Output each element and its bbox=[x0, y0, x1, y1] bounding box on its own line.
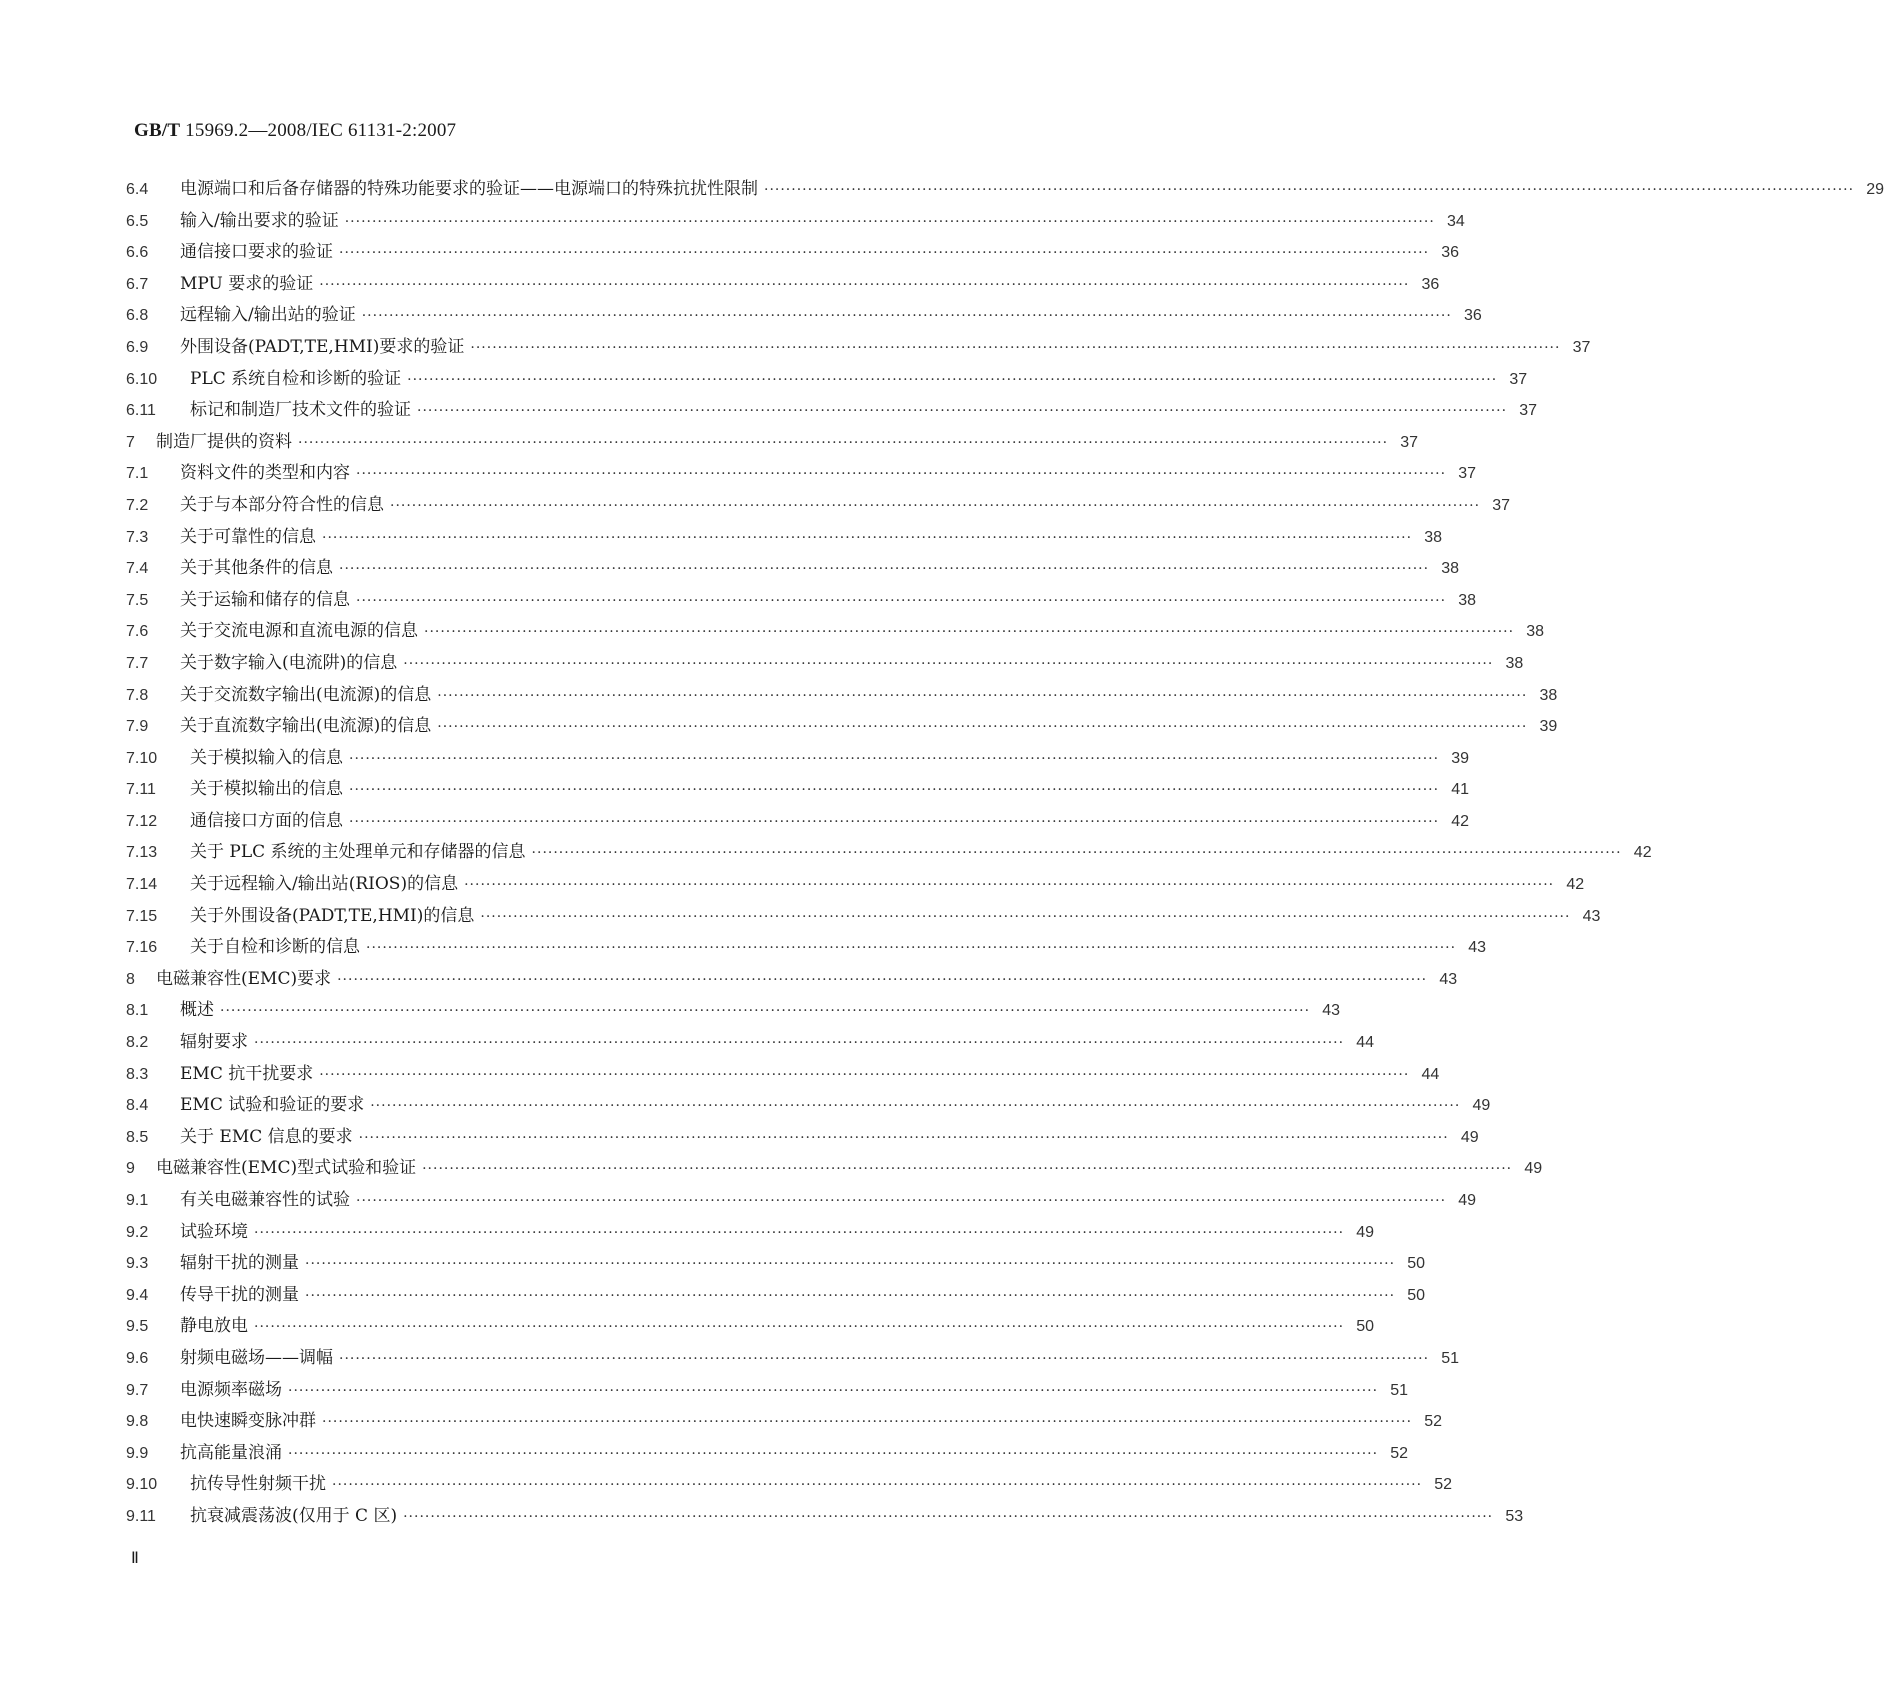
toc-entry-number: 6.4 bbox=[126, 181, 149, 198]
toc-entry-title: 制造厂提供的资料 bbox=[156, 431, 292, 452]
toc-entry-title: 关于 EMC 信息的要求 bbox=[180, 1126, 353, 1147]
toc-leader-dots: ········································································································································································································ bbox=[464, 877, 1555, 894]
toc-entry-number: 9.10 bbox=[126, 1476, 158, 1494]
toc-entry-title: 关于远程输入/输出站(RIOS)的信息 bbox=[190, 874, 459, 895]
toc-entry-title: 关于外围设备(PADT,TE,HMI)的信息 bbox=[190, 905, 475, 926]
toc-entry[interactable] bbox=[126, 743, 1470, 775]
toc-entry-page: 37 bbox=[1400, 433, 1419, 451]
toc-entry-page: 41 bbox=[1451, 781, 1470, 799]
toc-entry[interactable] bbox=[126, 427, 1419, 459]
toc-entry-title: 关于交流电源和直流电源的信息 bbox=[180, 621, 418, 642]
toc-entry-page: 52 bbox=[1434, 1476, 1453, 1494]
toc-entry[interactable] bbox=[126, 1406, 1443, 1438]
toc-entry[interactable] bbox=[126, 837, 1652, 869]
toc-leader-dots: ········································································································································································································ bbox=[366, 940, 1457, 957]
toc-entry-number: 7 bbox=[126, 433, 135, 451]
toc-entry-page: 43 bbox=[1322, 1002, 1341, 1020]
toc-leader-dots: ········································································································································································································ bbox=[370, 1098, 1461, 1115]
toc-entry-number: 6.7 bbox=[126, 275, 149, 293]
toc-leader-dots: ········································································································································································································ bbox=[407, 371, 1498, 388]
toc-leader-dots: ········································································································································································································ bbox=[424, 624, 1515, 641]
toc-entry-number: 6.9 bbox=[126, 338, 149, 356]
toc-entry[interactable] bbox=[126, 364, 1528, 396]
toc-entry[interactable] bbox=[126, 995, 1341, 1027]
toc-entry-page: 36 bbox=[1441, 244, 1460, 262]
toc-entry-number: 9.9 bbox=[126, 1444, 149, 1462]
toc-leader-dots: ········································································································································································································ bbox=[356, 466, 1447, 483]
toc-entry-number: 9.3 bbox=[126, 1255, 149, 1273]
toc-entry-number: 6.8 bbox=[126, 307, 149, 325]
toc-leader-dots: ········································································································································································································ bbox=[349, 813, 1440, 830]
toc-entry-page: 39 bbox=[1539, 718, 1558, 736]
toc-entry-number: 7.5 bbox=[126, 591, 149, 609]
toc-entry-title: 电源频率磁场 bbox=[180, 1379, 282, 1400]
toc-leader-dots: ········································································································································································································ bbox=[358, 1129, 1449, 1146]
toc-entry-page: 36 bbox=[1463, 307, 1482, 325]
toc-entry-number: 7.3 bbox=[126, 528, 149, 546]
toc-entry-page: 38 bbox=[1458, 591, 1477, 609]
toc-entry-number: 7.12 bbox=[126, 812, 158, 830]
toc-entry-title: 关于与本部分符合性的信息 bbox=[180, 494, 384, 515]
toc-leader-dots: ········································································································································································································ bbox=[470, 339, 1561, 356]
toc-leader-dots: ········································································································································································································ bbox=[356, 1193, 1447, 1209]
toc-entry-number: 7.8 bbox=[126, 686, 149, 704]
toc-entry[interactable] bbox=[126, 300, 1482, 332]
toc-entry-number: 8.1 bbox=[126, 1002, 149, 1020]
toc-entry-number: 8.2 bbox=[126, 1034, 149, 1052]
toc-entry[interactable] bbox=[126, 553, 1460, 585]
toc-leader-dots: ········································································································································································································ bbox=[322, 529, 1413, 546]
toc-entry[interactable] bbox=[126, 964, 1458, 996]
toc-entry-page: 49 bbox=[1472, 1097, 1491, 1115]
toc-entry-number: 7.11 bbox=[126, 781, 156, 799]
toc-entry-page: 43 bbox=[1439, 970, 1458, 988]
toc-entry-title: 静电放电 bbox=[180, 1316, 248, 1337]
toc-leader-dots: ········································································································································································································ bbox=[356, 592, 1447, 609]
toc-entry-number: 8.4 bbox=[126, 1097, 149, 1115]
standard-number: 15969.2—2008/IEC 61131-2:2007 bbox=[180, 120, 457, 141]
toc-entry-page: 42 bbox=[1451, 812, 1470, 830]
toc-entry-title: 关于运输和储存的信息 bbox=[180, 589, 350, 610]
toc-leader-dots: ········································································································································································································ bbox=[339, 1350, 1430, 1367]
toc-entry-page: 51 bbox=[1441, 1349, 1460, 1367]
toc-entry-number: 7.10 bbox=[126, 749, 158, 767]
toc-entry-title: 有关电磁兼容性的试验 bbox=[180, 1190, 350, 1210]
toc-entry-page: 34 bbox=[1446, 212, 1465, 230]
toc-leader-dots: ········································································································································································································ bbox=[339, 561, 1430, 578]
toc-entry[interactable] bbox=[126, 395, 1538, 427]
toc-leader-dots: ········································································································································································································ bbox=[390, 497, 1481, 514]
toc-entry-title: 关于数字输入(电流阱)的信息 bbox=[180, 652, 398, 673]
toc-entry-number: 7.15 bbox=[126, 907, 158, 925]
toc-leader-dots: ········································································································································································································ bbox=[254, 1035, 1345, 1052]
toc-leader-dots: ········································································································································································································ bbox=[403, 655, 1494, 672]
toc-entry-page: 50 bbox=[1407, 1286, 1426, 1304]
toc-entry-number: 6.5 bbox=[126, 212, 149, 230]
toc-leader-dots: ········································································································································································································ bbox=[339, 245, 1430, 262]
toc-entry[interactable] bbox=[126, 332, 1591, 364]
toc-entry-title: 电磁兼容性(EMC)要求 bbox=[156, 968, 332, 989]
toc-entry-number: 7.9 bbox=[126, 718, 149, 736]
toc-entry-page: 43 bbox=[1582, 907, 1601, 925]
toc-entry[interactable] bbox=[126, 206, 1465, 238]
toc-entry-page: 38 bbox=[1505, 654, 1524, 672]
toc-entry-number: 7.16 bbox=[126, 939, 158, 957]
toc-entry-title: 关于 PLC 系统的主处理单元和存储器的信息 bbox=[190, 842, 526, 863]
toc-entry-page: 43 bbox=[1468, 939, 1487, 957]
toc-entry[interactable] bbox=[126, 458, 1477, 490]
toc-entry[interactable] bbox=[126, 1438, 1409, 1470]
toc-entry-page: 44 bbox=[1356, 1034, 1375, 1052]
toc-entry-number: 9.2 bbox=[126, 1223, 149, 1241]
toc-entry[interactable] bbox=[126, 711, 1558, 743]
toc-entry-title: MPU 要求的验证 bbox=[180, 273, 314, 294]
toc-entry-number: 9.1 bbox=[126, 1192, 149, 1209]
toc-entry[interactable] bbox=[126, 490, 1511, 522]
toc-entry-number: 7.1 bbox=[126, 465, 149, 483]
toc-entry-page: 52 bbox=[1390, 1444, 1409, 1462]
toc-entry-page: 37 bbox=[1519, 402, 1538, 420]
toc-entry-title: 辐射干扰的测量 bbox=[180, 1253, 299, 1274]
toc-leader-dots: ········································································································································································································ bbox=[319, 276, 1410, 293]
toc-entry[interactable] bbox=[126, 1090, 1491, 1122]
toc-leader-dots: ········································································································································································································ bbox=[254, 1319, 1345, 1336]
toc-entry[interactable] bbox=[126, 932, 1487, 964]
toc-leader-dots: ········································································································································································································ bbox=[403, 1508, 1494, 1525]
toc-entry-title: 电源端口和后备存储器的特殊功能要求的验证——电源端口的特殊抗扰性限制 bbox=[180, 179, 758, 199]
toc-entry-page: 39 bbox=[1451, 749, 1470, 767]
toc-entry-number: 7.7 bbox=[126, 654, 149, 672]
toc-entry[interactable] bbox=[126, 1311, 1375, 1343]
toc-entry-page: 50 bbox=[1356, 1318, 1375, 1336]
toc-entry-number: 9.5 bbox=[126, 1318, 149, 1336]
toc-leader-dots: ········································································································································································································ bbox=[322, 1414, 1413, 1431]
toc-leader-dots: ········································································································································································································ bbox=[332, 1477, 1423, 1494]
toc-leader-dots: ········································································································································································································ bbox=[764, 182, 1855, 198]
toc-entry-title: 概述 bbox=[180, 1000, 214, 1021]
toc-entry-title: 关于其他条件的信息 bbox=[180, 558, 333, 579]
toc-leader-dots: ········································································································································································································ bbox=[531, 845, 1622, 862]
toc-entry-number: 8 bbox=[126, 970, 135, 988]
toc-leader-dots: ········································································································································································································ bbox=[349, 782, 1440, 799]
toc-entry[interactable] bbox=[126, 1217, 1375, 1249]
toc-entry-page: 49 bbox=[1524, 1160, 1543, 1178]
toc-entry-page: 50 bbox=[1407, 1255, 1426, 1273]
toc-entry[interactable] bbox=[126, 648, 1524, 680]
toc-entry[interactable] bbox=[126, 1027, 1375, 1059]
document-header bbox=[134, 120, 456, 142]
toc-entry[interactable] bbox=[126, 616, 1545, 648]
standard-prefix: GB/T bbox=[134, 120, 181, 141]
toc-entry-number: 7.4 bbox=[126, 560, 149, 578]
toc-entry[interactable] bbox=[126, 1469, 1453, 1501]
toc-entry-title: 资料文件的类型和内容 bbox=[180, 463, 350, 484]
toc-leader-dots: ········································································································································································································ bbox=[361, 308, 1452, 325]
toc-entry-title: 通信接口方面的信息 bbox=[190, 810, 343, 831]
toc-entry-number: 6.6 bbox=[126, 244, 149, 262]
toc-entry-title: EMC 抗干扰要求 bbox=[180, 1063, 314, 1084]
page-number: Ⅱ bbox=[131, 1550, 139, 1567]
toc-entry-number: 7.6 bbox=[126, 623, 149, 641]
toc-entry-title: 辐射要求 bbox=[180, 1032, 248, 1053]
toc-leader-dots: ········································································································································································································ bbox=[344, 213, 1435, 230]
toc-entry-number: 7.13 bbox=[126, 844, 158, 862]
toc-entry-title: 输入/输出要求的验证 bbox=[180, 210, 339, 231]
toc-entry[interactable] bbox=[126, 1185, 1477, 1217]
toc-entry[interactable] bbox=[126, 585, 1477, 617]
toc-entry-number: 9.11 bbox=[126, 1507, 156, 1525]
toc-leader-dots: ········································································································································································································ bbox=[437, 719, 1528, 736]
toc-leader-dots: ········································································································································································································ bbox=[288, 1445, 1379, 1462]
toc-entry-page: 38 bbox=[1441, 560, 1460, 578]
toc-leader-dots: ········································································································································································································ bbox=[349, 750, 1440, 767]
toc-entry[interactable] bbox=[126, 680, 1558, 712]
toc-entry-title: 关于模拟输入的信息 bbox=[190, 747, 343, 768]
toc-leader-dots: ········································································································································································································ bbox=[305, 1256, 1396, 1273]
toc-entry[interactable] bbox=[126, 869, 1585, 901]
toc-leader-dots: ········································································································································································································ bbox=[319, 1066, 1410, 1083]
toc-leader-dots: ········································································································································································································ bbox=[422, 1161, 1513, 1178]
toc-entry-page: 42 bbox=[1633, 844, 1652, 862]
toc-entry-page: 49 bbox=[1460, 1128, 1479, 1146]
toc-entry-title: 电磁兼容性(EMC)型式试验和验证 bbox=[156, 1158, 417, 1179]
toc-entry-number: 9.7 bbox=[126, 1381, 149, 1399]
toc-entry-page: 37 bbox=[1572, 338, 1591, 356]
toc-entry[interactable] bbox=[126, 1501, 1524, 1533]
toc-entry-title: EMC 试验和验证的要求 bbox=[180, 1095, 365, 1116]
toc-entry-title: 关于直流数字输出(电流源)的信息 bbox=[180, 716, 432, 737]
toc-entry[interactable] bbox=[126, 269, 1440, 301]
toc-entry-title: 远程输入/输出站的验证 bbox=[180, 305, 356, 326]
toc-entry-page: 38 bbox=[1526, 623, 1545, 641]
toc-leader-dots: ········································································································································································································ bbox=[254, 1224, 1345, 1241]
toc-entry-title: 抗传导性射频干扰 bbox=[190, 1474, 326, 1495]
toc-entry[interactable] bbox=[126, 174, 1884, 206]
table-of-contents bbox=[126, 174, 1884, 1533]
toc-entry-page: 44 bbox=[1421, 1065, 1440, 1083]
toc-entry-page: 52 bbox=[1424, 1413, 1443, 1431]
toc-entry-page: 42 bbox=[1566, 876, 1585, 894]
toc-leader-dots: ········································································································································································································ bbox=[480, 908, 1571, 925]
toc-entry-title: 标记和制造厂技术文件的验证 bbox=[190, 400, 411, 421]
toc-leader-dots: ········································································································································································································ bbox=[305, 1287, 1396, 1304]
toc-entry-title: 射频电磁场——调幅 bbox=[180, 1347, 333, 1368]
toc-entry[interactable] bbox=[126, 522, 1443, 554]
toc-entry-title: 抗高能量浪涌 bbox=[180, 1442, 282, 1463]
toc-entry-title: 传导干扰的测量 bbox=[180, 1284, 299, 1305]
toc-entry[interactable] bbox=[126, 774, 1470, 806]
toc-entry-page: 36 bbox=[1421, 275, 1440, 293]
toc-leader-dots: ········································································································································································································ bbox=[337, 971, 1428, 988]
toc-entry-page: 37 bbox=[1509, 370, 1528, 388]
toc-entry-number: 7.14 bbox=[126, 876, 158, 894]
toc-entry-number: 9 bbox=[126, 1160, 135, 1178]
toc-entry-number: 6.10 bbox=[126, 370, 158, 388]
toc-entry-number: 6.11 bbox=[126, 402, 156, 420]
toc-entry[interactable] bbox=[126, 1375, 1409, 1407]
toc-leader-dots: ········································································································································································································ bbox=[298, 434, 1389, 451]
toc-entry-title: 通信接口要求的验证 bbox=[180, 242, 333, 263]
toc-entry-title: 关于交流数字输出(电流源)的信息 bbox=[180, 684, 432, 705]
toc-entry-number: 7.2 bbox=[126, 496, 149, 514]
toc-entry-title: 抗衰减震荡波(仅用于 C 区) bbox=[190, 1505, 398, 1526]
toc-entry-title: 电快速瞬变脉冲群 bbox=[180, 1411, 316, 1432]
toc-entry-title: 外围设备(PADT,TE,HMI)要求的验证 bbox=[180, 336, 465, 357]
toc-entry[interactable] bbox=[126, 1153, 1543, 1185]
toc-entry[interactable] bbox=[126, 901, 1601, 933]
toc-entry-page: 38 bbox=[1539, 686, 1558, 704]
toc-entry-number: 9.6 bbox=[126, 1349, 149, 1367]
toc-entry[interactable] bbox=[126, 237, 1460, 269]
toc-entry[interactable] bbox=[126, 806, 1470, 838]
toc-entry-number: 9.8 bbox=[126, 1413, 149, 1431]
toc-entry-page: 49 bbox=[1458, 1192, 1477, 1209]
toc-entry-page: 49 bbox=[1356, 1223, 1375, 1241]
toc-entry-title: 关于自检和诊断的信息 bbox=[190, 937, 360, 958]
toc-leader-dots: ········································································································································································································ bbox=[220, 1003, 1311, 1020]
toc-leader-dots: ········································································································································································································ bbox=[417, 403, 1508, 420]
toc-entry-page: 51 bbox=[1390, 1381, 1409, 1399]
toc-leader-dots: ········································································································································································································ bbox=[437, 687, 1528, 704]
toc-leader-dots: ········································································································································································································ bbox=[288, 1382, 1379, 1399]
toc-entry-title: 关于模拟输出的信息 bbox=[190, 779, 343, 800]
toc-entry-title: PLC 系统自检和诊断的验证 bbox=[190, 368, 402, 389]
toc-entry-page: 38 bbox=[1424, 528, 1443, 546]
toc-entry-number: 8.3 bbox=[126, 1065, 149, 1083]
toc-entry[interactable] bbox=[126, 1280, 1426, 1312]
toc-entry-page: 37 bbox=[1458, 465, 1477, 483]
toc-entry-page: 53 bbox=[1505, 1507, 1524, 1525]
toc-entry-number: 8.5 bbox=[126, 1128, 149, 1146]
toc-entry-title: 试验环境 bbox=[180, 1221, 248, 1242]
toc-entry-number: 9.4 bbox=[126, 1286, 149, 1304]
toc-entry[interactable] bbox=[126, 1343, 1460, 1375]
toc-entry[interactable] bbox=[126, 1248, 1426, 1280]
toc-entry-page: 29 bbox=[1866, 181, 1884, 198]
toc-entry-title: 关于可靠性的信息 bbox=[180, 526, 316, 547]
toc-entry-page: 37 bbox=[1492, 496, 1511, 514]
toc-entry[interactable] bbox=[126, 1122, 1479, 1154]
toc-entry[interactable] bbox=[126, 1059, 1440, 1091]
